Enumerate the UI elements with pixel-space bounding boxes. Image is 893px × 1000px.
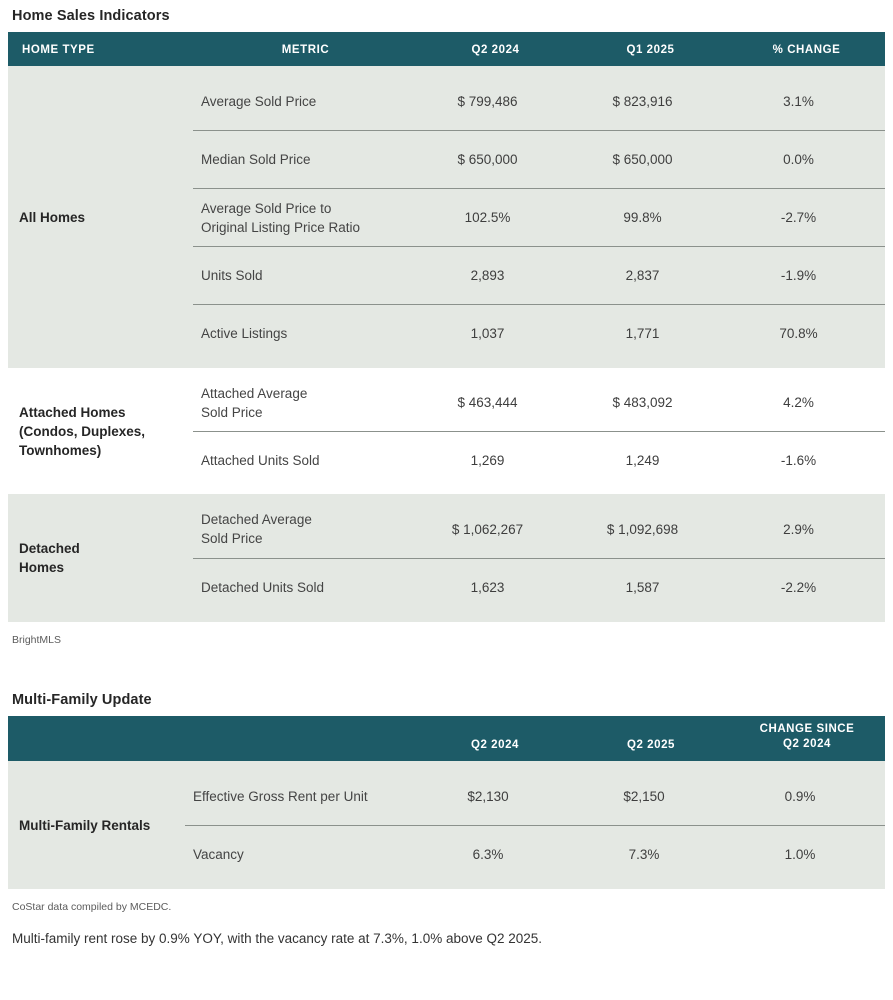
- group-rows-multi-family-rentals: [185, 761, 885, 889]
- group-label-all-homes: All Homes: [19, 209, 86, 225]
- metric-label: Average Sold Price: [201, 93, 317, 109]
- value-pct-change: -1.9%: [780, 268, 817, 283]
- group-label-line-1: Detached: [19, 541, 80, 556]
- metric-label: [193, 199, 410, 237]
- table-row: [193, 304, 885, 362]
- multi-family-source-note: CoStar data compiled by MCEDC.: [12, 901, 172, 913]
- column-header-q1-2025: Q1 2025: [626, 44, 675, 56]
- table-row: [193, 500, 885, 558]
- column-header-metric: METRIC: [281, 44, 330, 56]
- value-pct-change: 0.0%: [783, 152, 814, 167]
- metric-label-line-1: Average Sold Price to: [201, 200, 332, 216]
- table-row: [193, 246, 885, 304]
- column-header-mf-change-line-2: Q2 2024: [783, 738, 831, 750]
- table-row: [193, 431, 885, 488]
- group-label-detached-homes: [8, 494, 193, 622]
- multi-family-table: [8, 716, 885, 889]
- value-pct-change: -2.7%: [780, 210, 817, 225]
- metric-label: Effective Gross Rent per Unit: [193, 788, 368, 804]
- table-row: [185, 825, 885, 883]
- value-q1-2025: 1,771: [625, 326, 660, 341]
- value-q1-2025: $ 823,916: [612, 93, 673, 109]
- value-pct-change: -1.6%: [780, 452, 817, 468]
- group-rows-attached-homes: [193, 368, 885, 494]
- group-label-multi-family-rentals: Multi-Family Rentals: [19, 817, 151, 833]
- value-q2-2024: $ 1,062,267: [451, 521, 524, 537]
- value-change-since: 1.0%: [784, 847, 816, 862]
- group-rows-all-homes: [193, 66, 885, 368]
- metric-label-line-2: Sold Price: [201, 531, 263, 546]
- home-sales-table: [8, 32, 885, 622]
- column-header-mf-q2-2025: Q2 2025: [627, 739, 675, 751]
- metric-label: Units Sold: [201, 268, 263, 283]
- metric-label: Median Sold Price: [201, 152, 311, 167]
- table-row: [193, 374, 885, 431]
- column-header-mf-change-line-1: CHANGE SINCE: [759, 723, 855, 735]
- metric-label: Detached Units Sold: [201, 580, 325, 595]
- value-q2-2024: 6.3%: [472, 847, 504, 862]
- row-group-attached-homes: [8, 368, 885, 494]
- multi-family-title: Multi-Family Update: [12, 692, 152, 708]
- metric-label-line-1: Attached Average: [201, 385, 308, 401]
- value-q1-2025: 1,249: [625, 452, 660, 468]
- metric-label-line-2: Sold Price: [201, 404, 263, 420]
- value-pct-change: 70.8%: [779, 326, 818, 341]
- value-q2-2024: $ 799,486: [457, 93, 518, 109]
- table-row: [193, 558, 885, 616]
- column-header-mf-group: [8, 752, 185, 761]
- value-q1-2025: 99.8%: [623, 210, 662, 225]
- row-group-multi-family-rentals: [8, 761, 885, 889]
- value-pct-change: 2.9%: [783, 521, 814, 537]
- multi-family-table-header: [8, 716, 885, 761]
- value-q1-2025: $ 483,092: [612, 395, 673, 410]
- group-label-line-3: Townhomes): [19, 442, 102, 458]
- home-sales-source-note: BrightMLS: [12, 634, 62, 646]
- value-q2-2024: 1,269: [470, 452, 505, 468]
- row-group-all-homes: [8, 66, 885, 368]
- value-q1-2025: 1,587: [625, 580, 660, 595]
- metric-label-line-1: Detached Average: [201, 512, 312, 527]
- table-row: [193, 72, 885, 130]
- value-q1-2025: $ 650,000: [612, 152, 673, 167]
- row-group-detached-homes: [8, 494, 885, 622]
- value-q1-2025: 2,837: [625, 268, 660, 283]
- metric-label: Active Listings: [201, 326, 288, 341]
- value-q2-2025: 7.3%: [628, 847, 660, 862]
- value-q2-2024: 1,037: [470, 326, 505, 341]
- value-pct-change: 3.1%: [783, 93, 814, 109]
- metric-label: Attached Units Sold: [201, 452, 320, 468]
- column-header-pct-change: % CHANGE: [772, 44, 841, 56]
- group-label-line-1: Attached Homes: [19, 404, 126, 420]
- group-label-line-2: Homes: [19, 560, 65, 575]
- column-header-mf-change-since: [729, 722, 885, 761]
- value-q2-2024: 1,623: [470, 580, 505, 595]
- column-header-mf-metric: [185, 752, 417, 761]
- value-q2-2024: 102.5%: [464, 210, 511, 225]
- table-row: [185, 767, 885, 825]
- multi-family-summary-text: Multi-family rent rose by 0.9% YOY, with the vacancy rate at 7.3%, 1.0% above Q2 2025.: [12, 931, 543, 946]
- metric-label: [193, 510, 410, 548]
- home-sales-title: Home Sales Indicators: [12, 8, 170, 24]
- metric-label: Vacancy: [193, 847, 244, 862]
- metric-label: [193, 384, 410, 422]
- value-change-since: 0.9%: [784, 788, 816, 804]
- table-row: [193, 188, 885, 246]
- value-q2-2024: $2,130: [467, 788, 509, 804]
- value-q2-2024: 2,893: [470, 268, 505, 283]
- value-q1-2025: $ 1,092,698: [606, 521, 679, 537]
- column-header-home-type: HOME TYPE: [22, 44, 95, 56]
- group-rows-detached-homes: [193, 494, 885, 622]
- value-q2-2024: $ 650,000: [457, 152, 518, 167]
- group-label-line-2: (Condos, Duplexes,: [19, 423, 146, 439]
- value-q2-2024: $ 463,444: [457, 395, 518, 410]
- group-label-attached-homes: [8, 368, 193, 494]
- column-header-mf-q2-2024: Q2 2024: [471, 739, 519, 751]
- value-pct-change: 4.2%: [783, 395, 814, 410]
- column-header-q2-2024: Q2 2024: [471, 44, 520, 56]
- table-row: [193, 130, 885, 188]
- value-pct-change: -2.2%: [780, 580, 817, 595]
- metric-label-line-2: Original Listing Price Ratio: [201, 219, 361, 235]
- home-sales-table-header: [8, 32, 885, 66]
- value-q2-2025: $2,150: [623, 788, 665, 804]
